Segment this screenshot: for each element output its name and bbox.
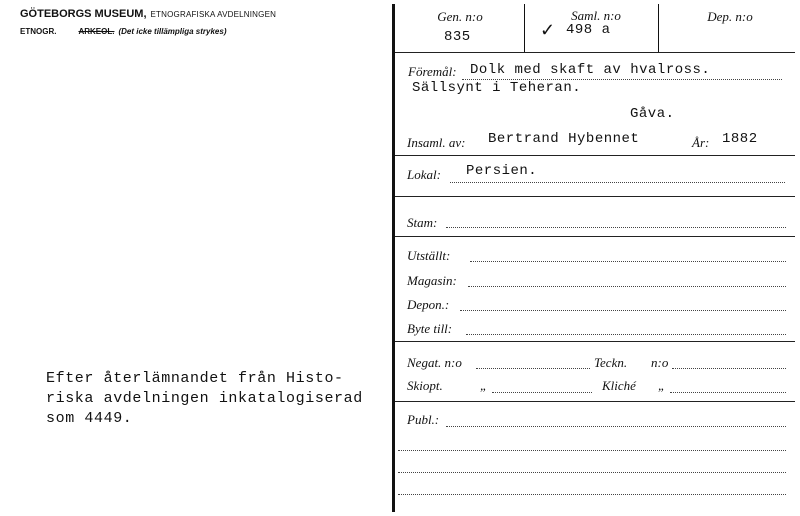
stam-label: Stam: — [407, 215, 438, 230]
negat-dots — [476, 368, 590, 369]
department-name: ETNOGRAFISKA AVDELNINGEN — [150, 10, 277, 19]
ar-value: 1882 — [722, 131, 758, 147]
kliche-label: Kliché — [602, 378, 636, 393]
negat-label: Negat. n:o — [407, 355, 462, 370]
category-arkeol: ARKEOL. — [78, 27, 115, 36]
gen-no-value: 835 — [444, 29, 471, 45]
rule-header — [395, 52, 795, 53]
category-line — [20, 27, 227, 36]
insaml-label: Insaml. av: — [407, 135, 466, 150]
rule-skiopt — [395, 401, 795, 402]
saml-no-value: 498 a — [566, 22, 611, 38]
side-note-line-1: Efter återlämnandet från Histo- — [46, 370, 344, 387]
header-divider-2 — [658, 4, 659, 52]
check-mark: ✓ — [540, 20, 556, 40]
teckn-no-label: n:o — [651, 355, 669, 370]
header-divider-1 — [524, 4, 525, 52]
utstallt-dots — [470, 261, 786, 262]
dep-no-label: Dep. n:o — [707, 9, 753, 24]
rule-stam — [395, 236, 795, 237]
skiopt-dots — [492, 392, 592, 393]
teckn-label: Teckn. — [594, 355, 628, 370]
rule-byte — [395, 341, 795, 342]
museum-name: GÖTEBORGS MUSEUM, — [20, 8, 147, 20]
publ-dots-1 — [446, 426, 786, 427]
foremal-value-1: Dolk med skaft av hvalross. — [470, 62, 711, 78]
publ-label: Publ.: — [407, 412, 440, 427]
museum-header — [20, 8, 276, 20]
skiopt-ditto: „ — [480, 378, 488, 393]
foremal-value-2: Sällsynt i Teheran. — [412, 80, 582, 96]
ar-label: År: — [692, 135, 710, 150]
gen-no-label: Gen. n:o — [437, 9, 483, 24]
stam-dots — [446, 227, 786, 228]
magasin-label: Magasin: — [407, 273, 457, 288]
rule-lokal — [395, 196, 795, 197]
lokal-dots — [450, 182, 785, 183]
lokal-value: Persien. — [466, 163, 538, 179]
byte-label: Byte till: — [407, 321, 453, 336]
insaml-value: Bertrand Hybennet — [488, 131, 640, 147]
side-note-line-2: riska avdelningen inkatalogiserad — [46, 390, 363, 407]
utstallt-label: Utställt: — [407, 248, 451, 263]
card-left-border — [392, 4, 395, 512]
side-note-line-3: som 4449. — [46, 410, 133, 427]
rule-insaml — [395, 155, 795, 156]
category-etno: ETNOGR. — [20, 27, 57, 36]
publ-dots-4 — [398, 494, 786, 495]
teckn-dots — [672, 368, 786, 369]
foremal-value-3: Gåva. — [630, 106, 675, 122]
depon-dots — [460, 310, 786, 311]
category-note: (Det icke tillämpliga strykes) — [118, 27, 227, 36]
kliche-ditto: „ — [658, 378, 666, 393]
byte-dots — [466, 334, 786, 335]
kliche-dots — [670, 392, 786, 393]
saml-no-label: Saml. n:o — [571, 8, 621, 23]
publ-dots-2 — [398, 450, 786, 451]
depon-label: Depon.: — [407, 297, 450, 312]
foremal-label: Föremål: — [408, 64, 457, 79]
skiopt-label: Skiopt. — [407, 378, 443, 393]
magasin-dots — [468, 286, 786, 287]
lokal-label: Lokal: — [407, 167, 441, 182]
publ-dots-3 — [398, 472, 786, 473]
